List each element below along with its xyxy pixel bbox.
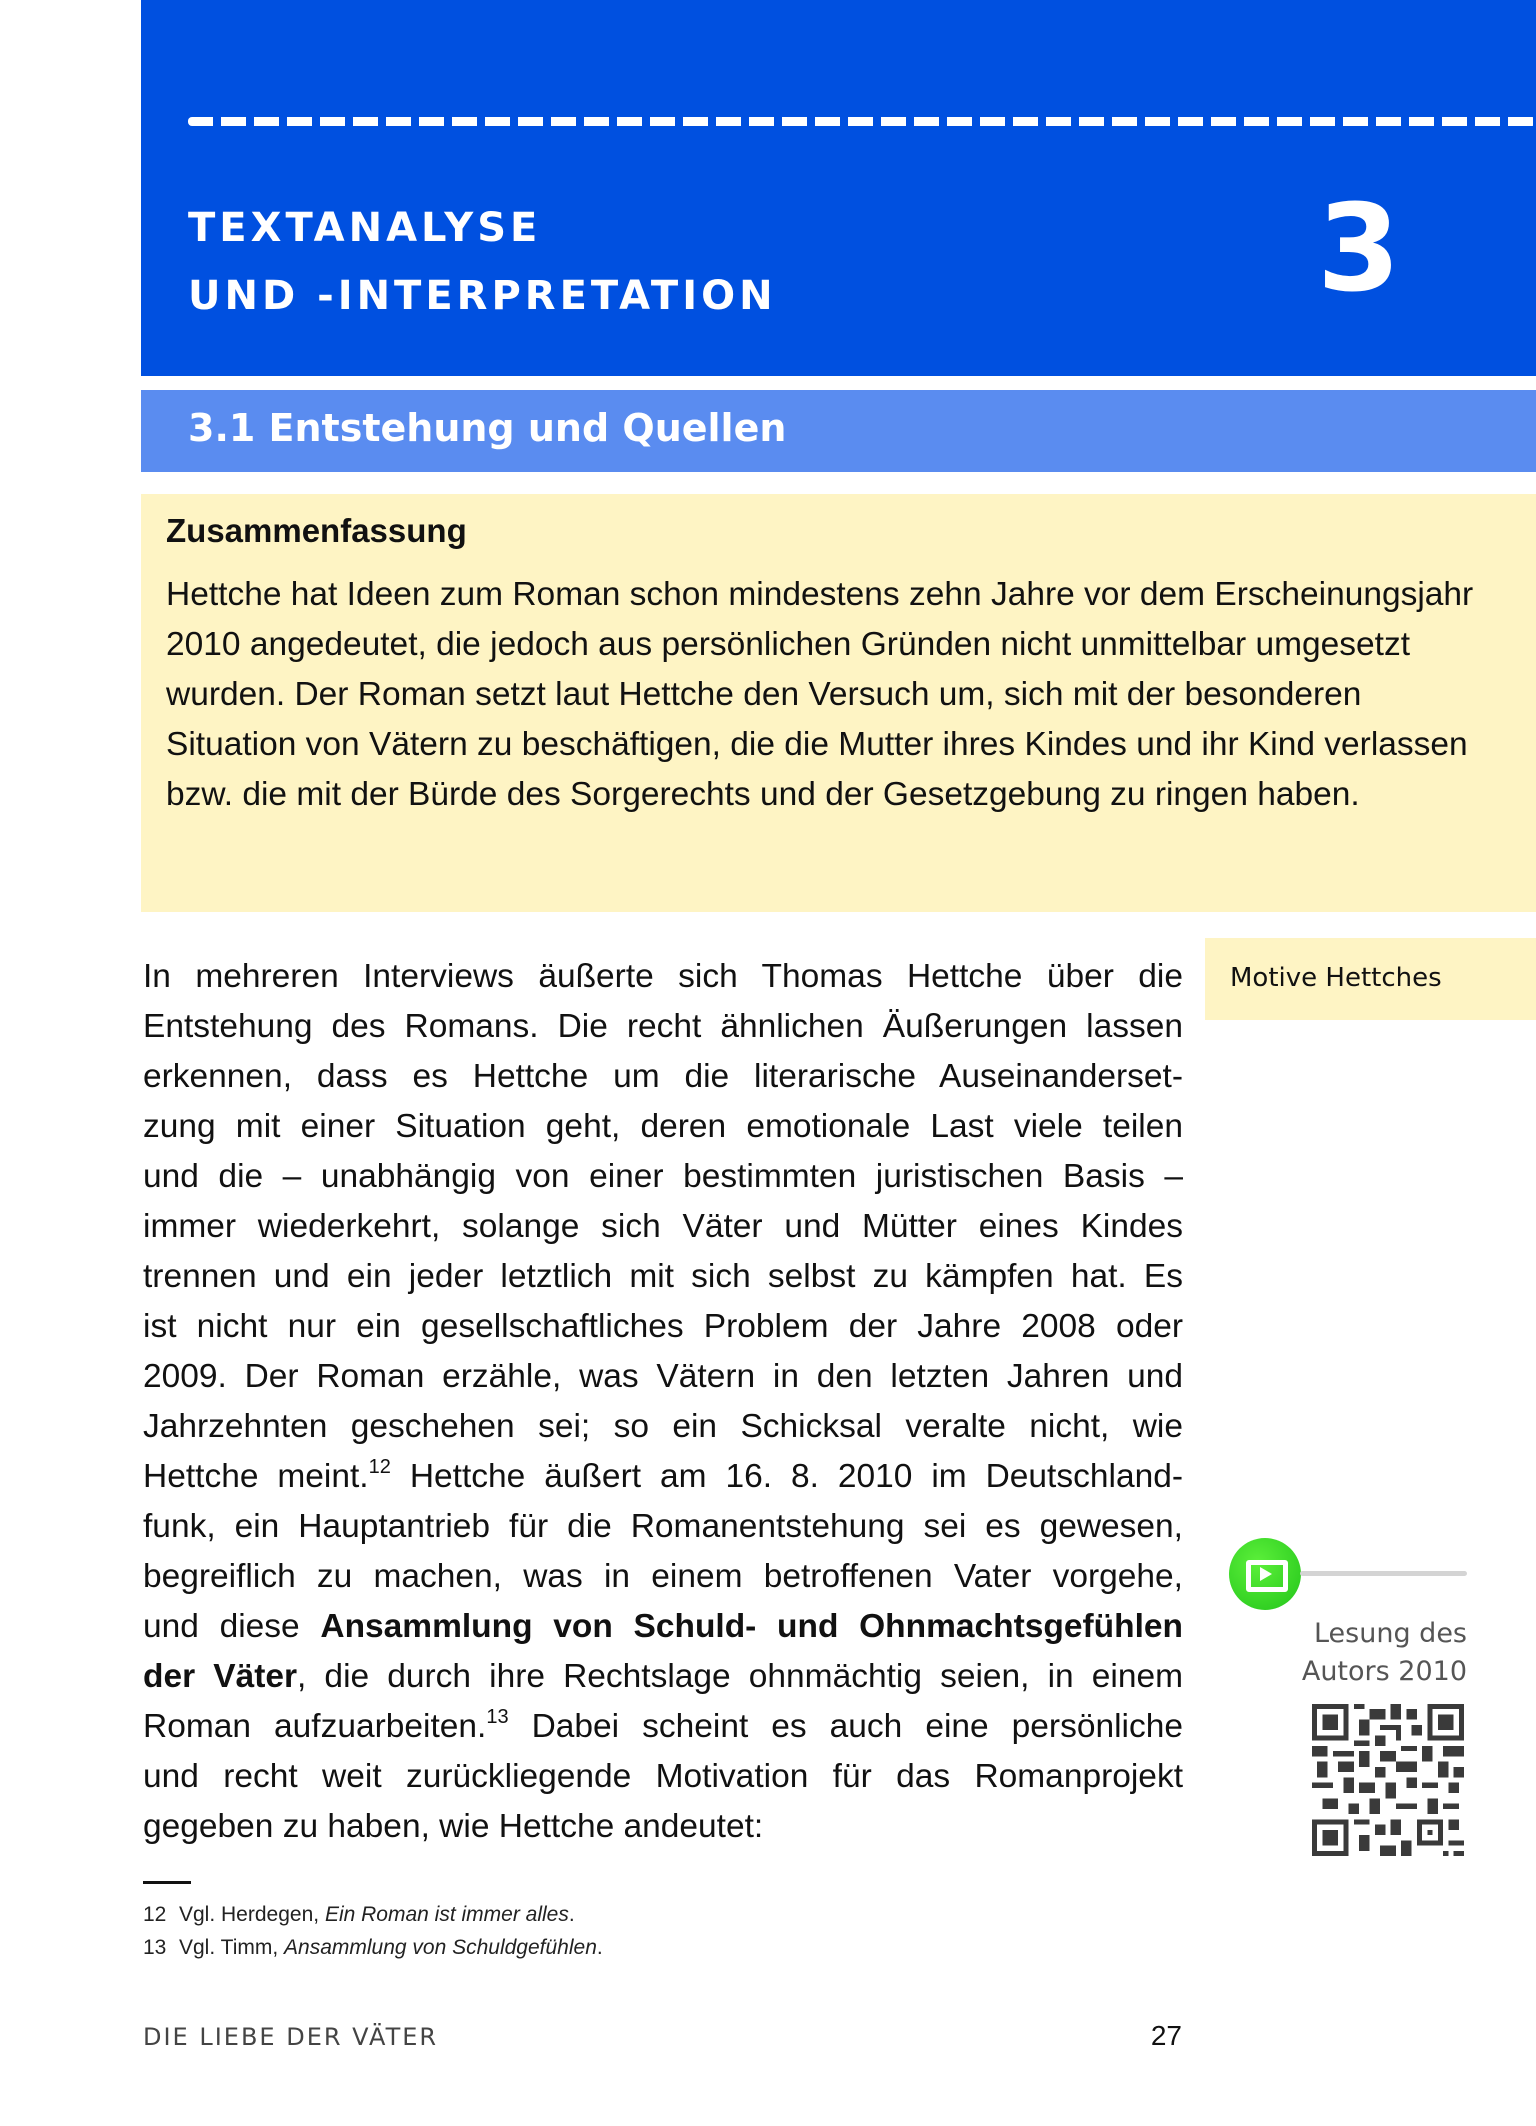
body-text-run: Hettche meint.	[143, 1458, 369, 1495]
footnotes	[143, 1898, 603, 1964]
play-triangle-icon	[1260, 1567, 1272, 1581]
body-text-run: und diese	[143, 1608, 321, 1645]
body-line: gegeben zu haben, wie Hettche andeutet:	[143, 1808, 764, 1845]
footnote-13	[143, 1931, 603, 1964]
media-caption-line-2: Autors 2010	[1301, 1656, 1467, 1687]
body-line: trennen und ein jeder letztlich mit sich selbst zu kämpfen hat. Es	[143, 1258, 1183, 1295]
body-line: Jahrzehnten geschehen sei; so ein Schicksal veralte nicht, wie	[143, 1408, 1183, 1445]
body-line: funk, ein Hauptantrieb für die Romanentstehung sei es gewesen,	[143, 1508, 1183, 1545]
page-number: 27	[1150, 2020, 1182, 2051]
emphasis-text: der Väter	[143, 1658, 298, 1695]
footnote-title: Ansammlung von Schuldgefühlen	[284, 1936, 597, 1959]
media-caption	[1230, 1615, 1467, 1691]
summary-text: Hettche hat Ideen zum Roman schon mindestens zehn Jahre vor dem Erscheinungsjahr 2010 angedeutet, die jedoch aus persönlichen Gründen nicht unmittelbar umgesetzt wurden. Der Roman setzt laut Hettche den Versuch um, sich mit der besonderen Situation von Vätern zu beschäftigen, die die Mutter ihres Kindes und ihr Kind verlassen bzw. die mit der Bürde des Sorgerechts und der Gesetzgebung zu ringen haben.	[166, 576, 1474, 813]
body-line: und recht weit zurückliegende Motivation für das Romanprojekt	[143, 1758, 1183, 1795]
summary-heading: Zusammenfassung	[166, 512, 467, 549]
emphasis-text: Ansammlung von Schuld- und Ohnmachtsgefühlen	[320, 1608, 1183, 1645]
body-line: und die – unabhängig von einer bestimmten juristischen Basis –	[143, 1158, 1183, 1195]
body-line: zung mit einer Situation geht, deren emotionale Last viele teilen	[143, 1108, 1183, 1145]
chapter-title	[188, 194, 777, 330]
body-line: immer wiederkehrt, solange sich Väter und Mütter eines Kindes	[143, 1208, 1183, 1245]
dashed-divider	[188, 117, 1536, 126]
summary-box	[141, 494, 1536, 912]
media-divider	[1300, 1571, 1467, 1576]
body-text-run: Roman aufzuarbeiten.	[143, 1708, 487, 1745]
footnote-text: Vgl. Timm,	[179, 1936, 285, 1959]
margin-note-label: Motive Hettches	[1230, 963, 1442, 993]
margin-note	[1205, 938, 1536, 1020]
body-text-run: Hettche äußert am 16. 8. 2010 im Deutschland-	[390, 1458, 1183, 1495]
running-footer-title: DIE LIEBE DER VÄTER	[143, 2023, 439, 2051]
chapter-title-line-1: TEXTANALYSE	[188, 205, 542, 251]
body-line	[143, 1652, 1183, 1702]
video-play-icon[interactable]	[1229, 1538, 1301, 1610]
body-text-run: , die durch ihre Rechtslage ohnmächtig seien, in einem	[297, 1658, 1183, 1695]
footnote-title: Ein Roman ist immer alles	[324, 1903, 569, 1926]
footnote-number: 12	[143, 1903, 167, 1926]
footnote-ref-13[interactable]: 13	[486, 1706, 509, 1728]
body-line	[143, 1702, 1183, 1752]
body-line	[143, 1452, 1183, 1502]
chapter-number: 3	[1317, 180, 1401, 319]
body-line	[143, 1602, 1183, 1652]
body-line: 2009. Der Roman erzähle, was Vätern in den letzten Jahren und	[143, 1358, 1183, 1395]
section-title: 3.1 Entstehung und Quellen	[188, 406, 787, 450]
body-line: begreiflich zu machen, was in einem betroffenen Vater vorgehe,	[143, 1558, 1183, 1595]
footnote-suffix: .	[568, 1903, 575, 1926]
body-line: Entstehung des Romans. Die recht ähnlichen Äußerungen lassen	[143, 1008, 1183, 1045]
qr-code-icon[interactable]	[1312, 1704, 1464, 1856]
section-header	[141, 390, 1536, 472]
media-caption-line-1: Lesung des	[1313, 1618, 1467, 1649]
body-line: ist nicht nur ein gesellschaftliches Problem der Jahre 2008 oder	[143, 1308, 1183, 1345]
footnote-divider	[143, 1881, 191, 1884]
chapter-header	[141, 0, 1536, 376]
footnote-ref-12[interactable]: 12	[368, 1456, 391, 1478]
body-text-run: Dabei scheint es auch eine persönliche	[508, 1708, 1183, 1745]
chapter-title-line-2: UND -INTERPRETATION	[188, 273, 777, 319]
body-line: In mehreren Interviews äußerte sich Thomas Hettche über die	[143, 958, 1183, 995]
footnote-text: Vgl. Herdegen,	[179, 1903, 325, 1926]
body-paragraph	[143, 952, 1183, 1852]
footnote-number: 13	[143, 1936, 167, 1959]
footnote-12	[143, 1898, 603, 1931]
footnote-suffix: .	[596, 1936, 603, 1959]
body-line: erkennen, dass es Hettche um die literarische Auseinanderset-	[143, 1058, 1183, 1095]
